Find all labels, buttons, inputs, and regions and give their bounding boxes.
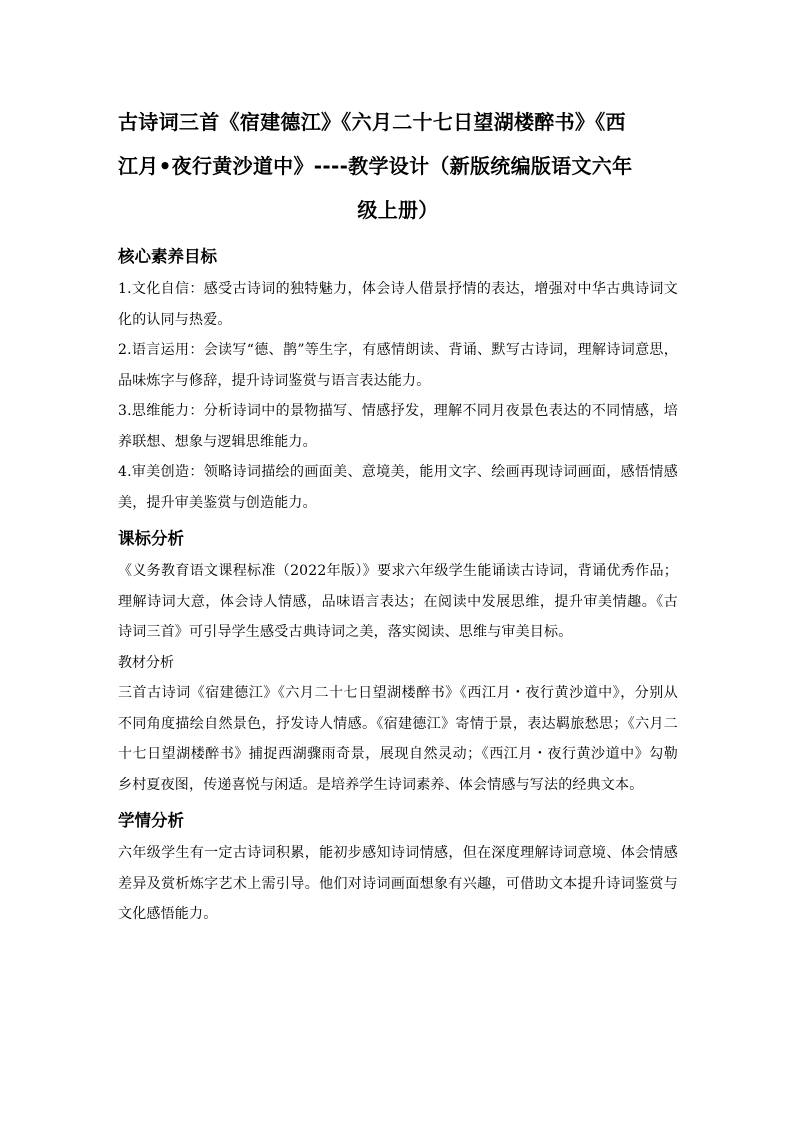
- section-heading-core-goals: 核心素养目标: [118, 247, 217, 266]
- core-goal-item: 4.审美创造：领略诗词描绘的画面美、意境美，能用文字、绘画再现诗词画面，感悟情感美，提升审美鉴赏与创造能力。: [118, 464, 678, 511]
- section-heading-learner-analysis: 学情分析: [118, 811, 184, 830]
- title-line-3: 级上册）: [357, 198, 439, 222]
- title-line-2: 江月•夜行黄沙道中》----教学设计（新版统编版语文六年: [118, 154, 633, 178]
- section-heading-textbook-analysis: 教材分析: [118, 654, 174, 671]
- core-goal-item: 2.语言运用：会读写“德、鹊”等生字，有感情朗读、背诵、默写古诗词，理解诗词意思，品味炼字与修辞，提升诗词鉴赏与语言表达能力。: [118, 342, 678, 389]
- title-line-1: 古诗词三首《宿建德江》《六月二十七日望湖楼醉书》《西: [118, 110, 626, 134]
- core-goal-item: 3.思维能力：分析诗词中的景物描写、情感抒发，理解不同月夜景色表达的不同情感，培养联想、想象与逻辑思维能力。: [118, 403, 678, 450]
- document-title: [118, 0, 678, 232]
- document-page: [118, 0, 678, 930]
- curriculum-standard-paragraph: 《义务教育语文课程标准（2022年版）》要求六年级学生能诵读古诗词，背诵优秀作品；理解诗词大意，体会诗人情感，品味语言表达；在阅读中发展思维，提升审美情趣。《古诗词三首》可引导学生感受古典诗词之美，落实阅读、思维与审美目标。: [118, 563, 678, 640]
- learner-analysis-paragraph: 六年级学生有一定古诗词积累，能初步感知诗词情感，但在深度理解诗词意境、体会情感差异及赏析炼字艺术上需引导。他们对诗词画面想象有兴趣，可借助文本提升诗词鉴赏与文化感悟能力。: [118, 845, 678, 922]
- core-goal-item: 1.文化自信：感受古诗词的独特魅力，体会诗人借景抒情的表达，增强对中华古典诗词文化的认同与热爱。: [118, 281, 678, 328]
- textbook-analysis-paragraph: 三首古诗词《宿建德江》《六月二十七日望湖楼醉书》《西江月・夜行黄沙道中》，分别从不同角度描绘自然景色，抒发诗人情感。《宿建德江》寄情于景，表达羁旅愁思；《六月二十七日望湖楼醉书》捕捉西湖骤雨奇景，展现自然灵动；《西江月・夜行黄沙道中》勾勒乡村夏夜图，传递喜悦与闲适。是培养学生诗词素养、体会情感与写法的经典文本。: [118, 685, 678, 793]
- section-heading-curriculum-standard: 课标分析: [118, 529, 184, 548]
